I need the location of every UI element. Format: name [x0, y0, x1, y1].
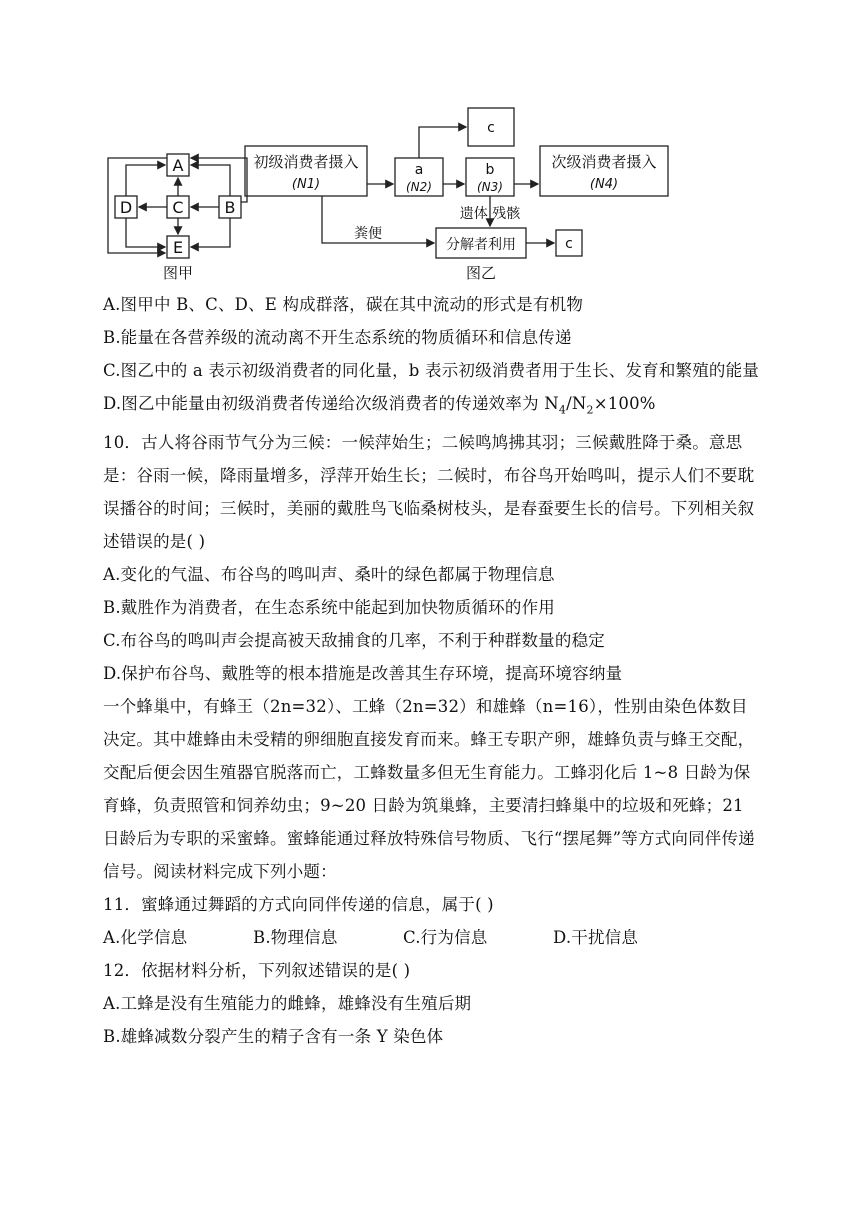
- q11-option-b: B.物理信息: [253, 928, 338, 948]
- secondary-intake-label: 次级消费者摄入: [551, 153, 657, 171]
- q12-option-a: A.工蜂是没有生殖能力的雌蜂，雄蜂没有生殖后期: [103, 994, 472, 1014]
- node-d-label: D: [119, 198, 133, 217]
- q11-options: [103, 921, 763, 954]
- q10-option-d: D.保护布谷鸟、戴胜等的根本措施是改善其生存环境，提高环境容纳量: [103, 664, 623, 684]
- q10-option-a: A.变化的气温、布谷鸟的鸣叫声、桑叶的绿色都属于物理信息: [103, 565, 555, 585]
- q11-option-c: C.行为信息: [403, 928, 488, 948]
- n1-label: (N1): [291, 177, 321, 192]
- q9-option-d: D.图乙中能量由初级消费者传递给次级消费者的传递效率为 $N_4/N_2\times 100\%$: [103, 394, 656, 417]
- q11-stem: 11．蜜蜂通过舞蹈的方式向同伴传递的信息，属于( ): [103, 895, 494, 915]
- c-bottom-label: c: [565, 236, 573, 252]
- q9-option-b: B.能量在各营养级的流动离不开生态系统的物质循环和信息传递: [103, 328, 572, 347]
- question-text: [103, 288, 763, 1053]
- q10-option-c: C.布谷鸟的鸣叫声会提高被天敌捕食的几率，不利于种群数量的稳定: [103, 631, 605, 651]
- q10-option-b: B.戴胜作为消费者，在生态系统中能起到加快物质循环的作用: [103, 598, 555, 618]
- q12-stem: 12．依据材料分析，下列叙述错误的是( ): [103, 961, 411, 981]
- q11-option-d: D.干扰信息: [553, 928, 639, 948]
- bee-material: 一个蜂巢中，有蜂王（2n=32）、工蜂（2n=32）和雄蜂（n=16），性别由染色体数目决定。其中雄蜂由未受精的卵细胞直接发育而来。蜂王专职产卵，雄蜂负责与蜂王交配，交配后便会因生殖器官脱落而亡，工蜂数量多但无生育能力。工蜂羽化后 1~8 日龄为保育蜂，负责照管和饲养幼虫；9~20 日龄为筑巢蜂，主要清扫蜂巢中的垃圾和死蜂；21 日龄后为专职的采蜜蜂。蜜蜂能通过释放特殊信号物质、飞行“摆尾舞”等方式向同伴传递信号。阅读材料完成下列小题：: [103, 697, 755, 882]
- a-label: a: [414, 162, 424, 178]
- primary-intake-label: 初级消费者摄入: [253, 153, 359, 171]
- n4-label: (N4): [589, 177, 619, 192]
- node-c-label: C: [172, 198, 184, 217]
- feces-label: 粪便: [354, 226, 382, 242]
- n3-label: (N3): [477, 180, 503, 194]
- energy-flow-figure: [100, 100, 700, 285]
- figure-yi-caption: 图乙: [465, 264, 497, 282]
- q12-option-b: B.雄蜂减数分裂产生的精子含有一条 Y 染色体: [103, 1027, 444, 1047]
- q11-option-a: A.化学信息: [103, 928, 188, 948]
- c-top-label: c: [487, 120, 495, 136]
- node-e-label: E: [172, 238, 184, 257]
- q9-option-c: C.图乙中的 a 表示初级消费者的同化量，b 表示初级消费者用于生长、发育和繁殖的能量: [103, 361, 760, 380]
- b-label: b: [485, 162, 495, 178]
- node-b-label: B: [224, 198, 236, 217]
- figure-svg: [100, 100, 700, 285]
- decomposer-label: 分解者利用: [446, 237, 516, 253]
- n2-label: (N2): [406, 180, 432, 194]
- figure-jia-caption: 图甲: [162, 264, 194, 282]
- q10-stem: 10．古人将谷雨节气分为三候：一候萍始生；二候鸣鸠拂其羽；三候戴胜降于桑。意思是：谷雨一候，降雨量增多，浮萍开始生长；二候时，布谷鸟开始鸣叫，提示人们不要耽误播谷的时间；三候时，美丽的戴胜鸟飞临桑树枝头，是春蚕要生长的信号。下列相关叙述错误的是( ): [103, 433, 755, 552]
- node-a-label: A: [172, 156, 184, 175]
- q9-option-a: A.图甲中 B、C、D、E 构成群落，碳在其中流动的形式是有机物: [103, 295, 584, 314]
- remains-label: 遗体 残骸: [459, 206, 521, 222]
